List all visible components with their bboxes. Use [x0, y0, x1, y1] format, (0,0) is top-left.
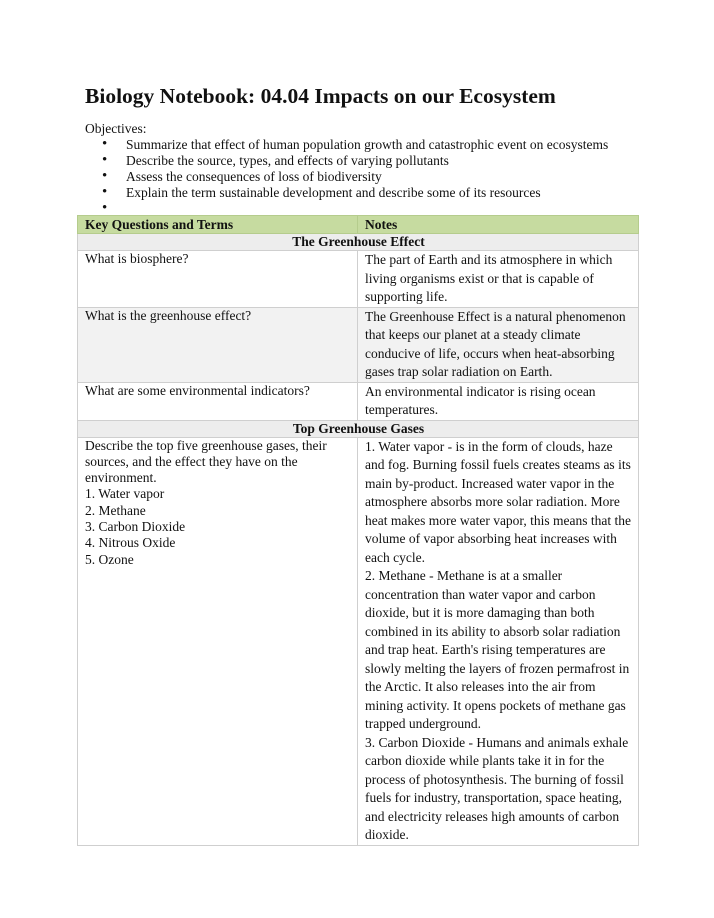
bullet-icon: •: [102, 136, 108, 152]
question-cell: What is biosphere?: [78, 251, 358, 308]
table-row: [78, 382, 639, 420]
objective-text: Explain the term sustainable development and describe some of its resources: [126, 185, 541, 200]
table-row: [78, 307, 639, 382]
bullet-icon: •: [102, 200, 108, 216]
table-row: [78, 437, 639, 845]
bullet-icon: •: [102, 152, 108, 168]
objective-item: [85, 153, 608, 169]
answer-cell: An environmental indicator is rising ocean temperatures.: [358, 382, 639, 420]
question-cell: Describe the top five greenhouse gases, their sources, and the effect they have on the environment. 1. Water vapor 2. Methane 3. Carbon Dioxide 4. Nitrous Oxide 5. Ozone: [78, 437, 358, 845]
answer-cell: 1. Water vapor - is in the form of clouds, haze and fog. Burning fossil fuels creates steams as its main by-product. Increased water vapor in the atmosphere absorbs more solar radiation. More heat makes more water vapor, this means that the volume of vapor absorbing heat increases with each cycle. 2. Methane - Methane is at a smaller concentration than water vapor and carbon dioxide, but it is more damaging than both combined in its ability to absorb solar radiation and trap heat. Earth's rising temperatures are slowly melting the layers of frozen permafrost in the Arctic. It also releases into the air from mining activity. It opens pockets of methane gas trapped underground. 3. Carbon Dioxide - Humans and animals exhale carbon dioxide while plants take it in for the process of photosynthesis. The burning of fossil fuels for industry, transportation, space heating, and electricity releases high amounts of carbon dioxide.: [358, 437, 639, 845]
section-row: [78, 234, 639, 251]
page-title: Biology Notebook: 04.04 Impacts on our Ecosystem: [85, 84, 556, 108]
column-header-notes: Notes: [358, 216, 639, 234]
question-cell: What are some environmental indicators?: [78, 382, 358, 420]
bullet-icon: •: [102, 184, 108, 200]
objective-item: [85, 185, 608, 201]
section-title: The Greenhouse Effect: [78, 234, 639, 251]
notes-table: [77, 215, 639, 846]
answer-cell: The part of Earth and its atmosphere in which living organisms exist or that is capable of supporting life.: [358, 251, 639, 308]
objective-item: [85, 137, 608, 153]
objective-text: Summarize that effect of human population growth and catastrophic event on ecosystems: [126, 137, 609, 152]
objectives-label: Objectives:: [85, 121, 147, 136]
section-title: Top Greenhouse Gases: [78, 420, 639, 437]
objectives-block: [85, 121, 608, 217]
section-row: [78, 420, 639, 437]
table-row: [78, 251, 639, 308]
bullet-icon: •: [102, 168, 108, 184]
question-cell: What is the greenhouse effect?: [78, 307, 358, 382]
objective-item: [85, 169, 608, 185]
column-header-questions: Key Questions and Terms: [78, 216, 358, 234]
answer-cell: The Greenhouse Effect is a natural phenomenon that keeps our planet at a steady climate conducive of life, occurs when heat-absorbing gases trap solar radiation on Earth.: [358, 307, 639, 382]
objective-text: Describe the source, types, and effects of varying pollutants: [126, 153, 449, 168]
objective-text: Assess the consequences of loss of biodiversity: [126, 169, 382, 184]
table-header-row: [78, 216, 639, 234]
objectives-list: [85, 137, 608, 217]
